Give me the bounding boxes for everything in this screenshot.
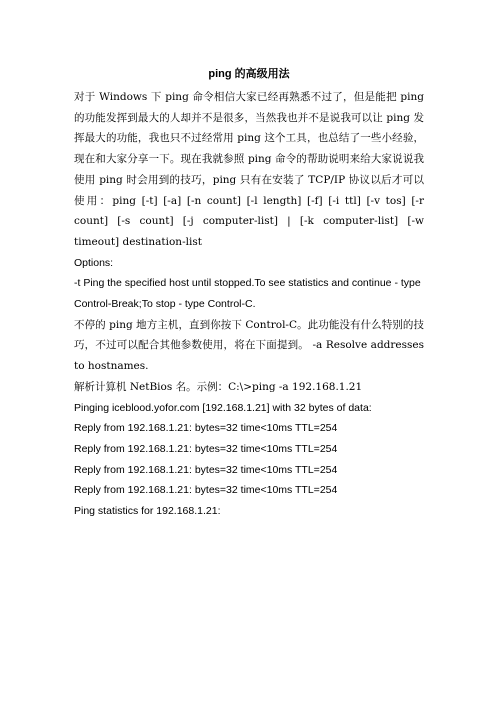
option-a-description: 解析计算机 NetBios 名。示例：C:\>ping -a 192.168.1.21: [74, 380, 363, 393]
reply-line: Reply from 192.168.1.21: bytes=32 time<10ms TTL=254: [74, 484, 338, 497]
intro-paragraph: 对于 Windows 下 ping 命令相信大家已经再熟悉不过了，但是能把 ping 的功能发挥到最大的人却并不是很多，当然我也并不是说我可以让 ping 发挥最大的功能，我也只不过经常用 ping 这个工具，也总结了一些小经验，现在和大家分享一下。现在我就参照 ping 命令的帮助说明来给大家说说我使用 ping 时会用到的技巧，ping 只有在安装了 TCP/IP 协议以后才可以使用：ping [-t] [-a] [-n count] [-l length] [-f] [-i ttl] [-v tos] [-r count] [-s count] [-j computer-list] | [-k computer-list] [-w timeout] destination-list: [74, 91, 424, 248]
reply-line: Reply from 192.168.1.21: bytes=32 time<10ms TTL=254: [74, 442, 338, 455]
option-t-english: -t Ping the specified host until stopped.To see statistics and continue - type Control-Break;To stop - type Control-C.: [74, 277, 421, 311]
pinging-line: Pinging iceblood.yofor.com [192.168.1.21] with 32 bytes of data:: [74, 401, 372, 414]
option-t-description: 不停的 ping 地方主机，直到你按下 Control-C。此功能没有什么特别的技巧，不过可以配合其他参数使用，将在下面提到。 -a Resolve addresses to hostnames.: [74, 318, 424, 373]
ping-statistics-line: Ping statistics for 192.168.1.21:: [74, 505, 221, 518]
reply-line: Reply from 192.168.1.21: bytes=32 time<10ms TTL=254: [74, 422, 338, 435]
options-label: Options:: [74, 256, 114, 269]
document-title: ping 的高级用法: [208, 68, 290, 80]
document-page: [74, 64, 424, 522]
reply-line: Reply from 192.168.1.21: bytes=32 time<10ms TTL=254: [74, 463, 338, 476]
